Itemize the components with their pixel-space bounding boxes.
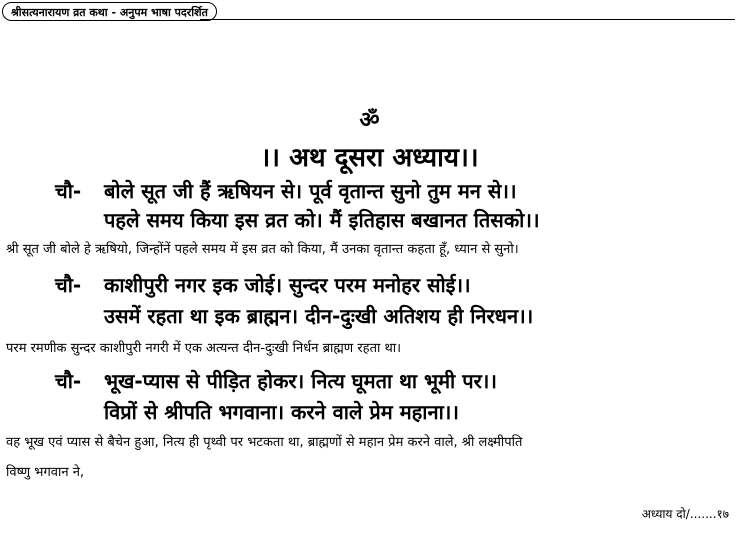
verse-meaning: वह भूख एवं प्यास से बैचेन हुआ, नित्य ही पृथ्वी पर भटकता था, ब्राह्मणों से महान प्रेम करने वाले, श्री लक्ष्मीपति <box>6 435 523 450</box>
verse-meaning: विष्णु भगवान ने, <box>6 465 85 480</box>
verse-line: उसमें रहता था इक ब्राह्मन। दीन-दुःखी अतिशय ही निरधन।। <box>104 304 534 328</box>
verse-label: चौ- <box>55 273 82 297</box>
verse-line: बोले सूत जी हैं ऋषियन से। पूर्व वृतान्त सुनो तुम मन से।। <box>104 179 517 203</box>
verse-line: विप्रों से श्रीपति भगवाना। करने वाले प्रेम महाना।। <box>104 400 459 424</box>
verse-line: पहले समय किया इस व्रत को। मैं इतिहास बखानत तिसको।। <box>104 208 540 232</box>
chapter-heading: ।। अथ दूसरा अध्याय।। <box>260 143 479 173</box>
verse-label: चौ- <box>55 369 82 393</box>
verse-meaning: परम रमणीक सुन्दर काशीपुरी नगरी में एक अत्यन्त दीन-दुःखी निर्धन ब्राह्मण रहता था। <box>6 341 402 356</box>
page-number: अध्याय दो/.......१७ <box>641 507 729 521</box>
verse-line: काशीपुरी नगर इक जोई। सुन्दर परम मनोहर सोई।। <box>104 273 471 297</box>
header-rule <box>200 19 735 20</box>
book-title-tab: श्रीसत्यनारायण व्रत कथा - अनुपम भाषा पदरर्शित <box>2 2 217 21</box>
verse-line: भूख-प्यास से पीड़ित होकर। नित्य घूमता था भूमी पर।। <box>104 369 497 393</box>
om-symbol: ॐ <box>359 108 380 133</box>
verse-label: चौ- <box>55 179 82 203</box>
verse-meaning: श्री सूत जी बोले हे ऋषियो, जिन्होंनें पहले समय में इस व्रत को किया, मैं उनका वृतान्त कहता हूँ, ध्यान से सुनो। <box>6 242 519 257</box>
